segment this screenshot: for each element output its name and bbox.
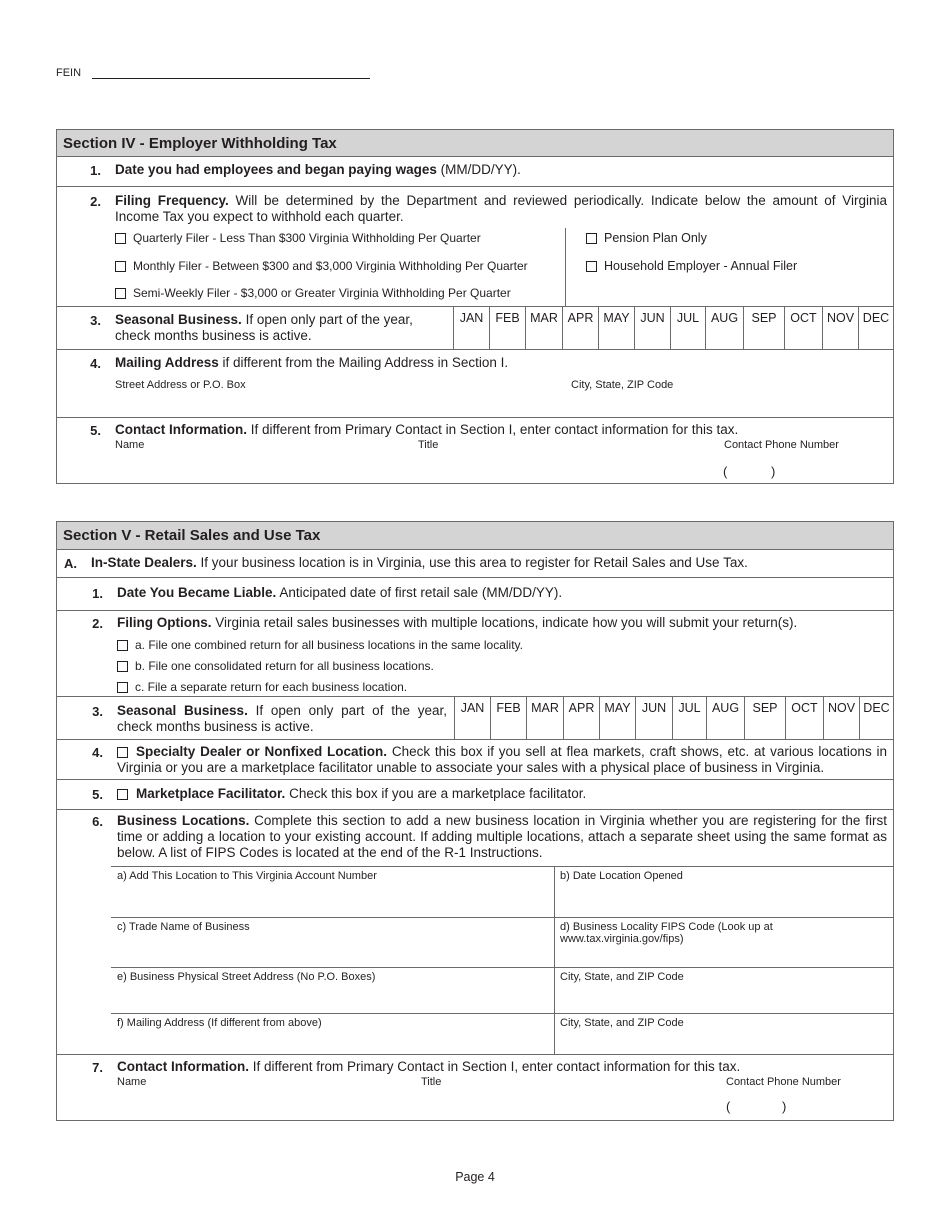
phone-paren-close: )	[771, 464, 776, 479]
month-jan[interactable]: JAN	[454, 697, 490, 739]
street-address-label: Street Address or P.O. Box	[115, 379, 246, 391]
month-oct[interactable]: OCT	[784, 307, 822, 349]
s4-item-2-number: 2.	[90, 194, 101, 209]
s5-item-7[interactable]	[57, 1055, 893, 1117]
account-number-field[interactable]: a) Add This Location to This Virginia Account Number	[117, 870, 377, 882]
month-jun[interactable]: JUN	[634, 307, 670, 349]
mailing-address-field[interactable]: f) Mailing Address (If different from above)	[117, 1017, 322, 1029]
month-feb[interactable]: FEB	[490, 697, 526, 739]
s5-item-3-heading: Seasonal Business.	[117, 703, 248, 718]
marketplace-facilitator-checkbox[interactable]	[117, 789, 128, 800]
s5-item-6-text: Complete this section to add a new business location in Virginia whether you are registering for the first time or adding a location to your existing account. If adding multiple locations, attach a separate sheet using the same format as below. A list of FIPS Codes is located at the end of the R-1 Instructions.	[117, 813, 887, 860]
checkbox-icon[interactable]	[586, 261, 597, 272]
s4-item-4-number: 4.	[90, 356, 101, 371]
s5-item-a-text: If your business location is in Virginia, use this area to register for Retail Sales and Use Tax.	[196, 555, 748, 570]
month-mar[interactable]: MAR	[525, 307, 562, 349]
consolidated-return-checkbox[interactable]	[117, 659, 434, 673]
mailing-city-field[interactable]: City, State, and ZIP Code	[560, 1017, 684, 1029]
month-nov[interactable]: NOV	[822, 307, 858, 349]
month-may[interactable]: MAY	[599, 697, 635, 739]
month-jun[interactable]: JUN	[635, 697, 672, 739]
option-label: b. File one consolidated return for all business locations.	[135, 659, 434, 673]
s4-item-1-text: (MM/DD/YY).	[436, 162, 521, 177]
checkbox-icon[interactable]	[117, 661, 128, 672]
month-mar[interactable]: MAR	[526, 697, 563, 739]
s4-item-4-text: if different from the Mailing Address in Section I.	[218, 355, 509, 370]
s4-item-5-heading: Contact Information.	[115, 422, 247, 437]
contact-phone-label: Contact Phone Number	[724, 439, 839, 451]
month-may[interactable]: MAY	[598, 307, 634, 349]
s5-item-3-text: If open only part of the year, check months business is active.	[117, 703, 447, 734]
checkbox-icon[interactable]	[117, 640, 128, 651]
s5-item-a-number: A.	[64, 556, 77, 571]
s5-item-7-text: If different from Primary Contact in Section I, enter contact information for this tax.	[249, 1059, 741, 1074]
s4-item-5-number: 5.	[90, 423, 101, 438]
s5-item-5	[57, 780, 893, 810]
option-label: Household Employer - Annual Filer	[604, 259, 798, 273]
s4-item-3-text: If open only part of the year, check months business is active.	[115, 312, 413, 343]
fein-input-line[interactable]	[92, 78, 370, 79]
option-label: Semi-Weekly Filer - $3,000 or Greater Virginia Withholding Per Quarter	[133, 286, 511, 300]
phone-paren-open: (	[726, 1099, 731, 1114]
s5-item-2-heading: Filing Options.	[117, 615, 212, 630]
specialty-dealer-checkbox[interactable]	[117, 747, 128, 758]
month-jul[interactable]: JUL	[670, 307, 705, 349]
contact-title-label: Title	[418, 439, 439, 451]
monthly-filer-checkbox[interactable]	[115, 259, 528, 273]
month-jan[interactable]: JAN	[453, 307, 489, 349]
separate-return-checkbox[interactable]	[117, 680, 407, 694]
month-aug[interactable]: AUG	[705, 307, 743, 349]
s5-item-4	[57, 740, 893, 780]
checkbox-icon[interactable]	[117, 682, 128, 693]
s5-item-5-heading: Marketplace Facilitator.	[136, 786, 286, 801]
section-iv	[56, 129, 894, 484]
s5-item-2-number: 2.	[92, 616, 103, 631]
option-label: c. File a separate return for each business location.	[135, 680, 408, 694]
s5-item-1[interactable]	[57, 578, 893, 611]
month-oct[interactable]: OCT	[785, 697, 823, 739]
checkbox-icon[interactable]	[115, 288, 126, 299]
s5-item-1-text: Anticipated date of first retail sale (MM/DD/YY).	[276, 585, 563, 600]
s5-item-5-number: 5.	[92, 787, 103, 802]
combined-return-checkbox[interactable]	[117, 638, 523, 652]
fips-code-field[interactable]: d) Business Locality FIPS Code (Look up at www.tax.virginia.gov/fips)	[560, 921, 773, 945]
s4-item-1-heading: Date you had employees and began paying wages	[115, 162, 437, 177]
month-nov[interactable]: NOV	[823, 697, 859, 739]
s5-item-a-heading: In-State Dealers.	[91, 555, 197, 570]
date-opened-field[interactable]: b) Date Location Opened	[560, 870, 683, 882]
s5-item-7-number: 7.	[92, 1060, 103, 1075]
checkbox-icon[interactable]	[586, 233, 597, 244]
fein-label: FEIN	[56, 67, 82, 79]
s5-item-3	[57, 697, 893, 740]
trade-name-field[interactable]: c) Trade Name of Business	[117, 921, 250, 933]
s5-item-4-heading: Specialty Dealer or Nonfixed Location.	[136, 744, 388, 759]
option-label: Quarterly Filer - Less Than $300 Virginia Withholding Per Quarter	[133, 231, 481, 245]
s5-item-6-number: 6.	[92, 814, 103, 829]
page-number: Page 4	[455, 1170, 495, 1184]
s4-item-3	[57, 307, 893, 350]
pension-plan-checkbox[interactable]	[586, 231, 707, 245]
s5-item-6-heading: Business Locations.	[117, 813, 250, 828]
s4-item-5[interactable]	[57, 418, 893, 482]
month-dec[interactable]: DEC	[858, 307, 893, 349]
option-label: a. File one combined return for all business locations in the same locality.	[135, 638, 523, 652]
s4-item-1[interactable]	[57, 157, 893, 187]
month-aug[interactable]: AUG	[706, 697, 744, 739]
s5-item-5-text: Check this box if you are a marketplace facilitator.	[285, 786, 587, 801]
s5-item-4-text: Check this box if you sell at flea markets, craft shows, etc. at various locations in Virginia or you are a marketplace facilitator unable to associate your sales with a physical place of business in Virginia.	[117, 744, 887, 775]
phone-paren-close: )	[782, 1099, 787, 1114]
s5-item-6	[57, 810, 893, 1055]
s5-item-3-number: 3.	[92, 704, 103, 719]
s5-item-4-number: 4.	[92, 745, 103, 760]
month-sep[interactable]: SEP	[744, 697, 785, 739]
semi-weekly-filer-checkbox[interactable]	[115, 286, 511, 300]
section-iv-title: Section IV - Employer Withholding Tax	[57, 130, 893, 157]
checkbox-icon[interactable]	[115, 261, 126, 272]
s4-item-3-heading: Seasonal Business.	[115, 312, 242, 327]
month-sep[interactable]: SEP	[743, 307, 784, 349]
section-v-title: Section V - Retail Sales and Use Tax	[57, 522, 893, 550]
month-apr[interactable]: APR	[563, 697, 599, 739]
s5-item-7-heading: Contact Information.	[117, 1059, 249, 1074]
s5-item-2-text: Virginia retail sales businesses with multiple locations, indicate how you will submit your return(s).	[211, 615, 798, 630]
s5-item-1-heading: Date You Became Liable.	[117, 585, 277, 600]
contact-title-label: Title	[421, 1076, 442, 1088]
physical-city-field[interactable]: City, State, and ZIP Code	[560, 971, 684, 983]
s4-item-3-number: 3.	[90, 313, 101, 328]
s4-item-5-text: If different from Primary Contact in Section I, enter contact information for this tax.	[247, 422, 739, 437]
checkbox-icon[interactable]	[115, 233, 126, 244]
contact-phone-label: Contact Phone Number	[726, 1076, 841, 1088]
s4-item-2	[57, 187, 893, 307]
city-state-zip-label: City, State, ZIP Code	[571, 379, 674, 391]
contact-name-label: Name	[115, 439, 145, 451]
section-v	[56, 521, 894, 1121]
s5-item-a	[57, 550, 893, 578]
month-jul[interactable]: JUL	[672, 697, 706, 739]
option-label: Monthly Filer - Between $300 and $3,000 Virginia Withholding Per Quarter	[133, 259, 528, 273]
contact-name-label: Name	[117, 1076, 147, 1088]
option-label: Pension Plan Only	[604, 231, 707, 245]
phone-paren-open: (	[723, 464, 728, 479]
household-employer-checkbox[interactable]	[586, 259, 797, 273]
s4-item-2-heading: Filing Frequency.	[115, 193, 229, 208]
month-feb[interactable]: FEB	[489, 307, 525, 349]
month-dec[interactable]: DEC	[859, 697, 893, 739]
s4-item-4-heading: Mailing Address	[115, 355, 219, 370]
s5-item-2	[57, 611, 893, 697]
s4-item-4[interactable]	[57, 350, 893, 418]
s5-item-1-number: 1.	[92, 586, 103, 601]
s4-item-2-text: Will be determined by the Department and reviewed periodically. Indicate below the amount of Virginia Income Tax you expect to withhold each quarter.	[115, 193, 887, 224]
s4-item-1-number: 1.	[90, 163, 101, 178]
quarterly-filer-checkbox[interactable]	[115, 231, 481, 245]
physical-address-field[interactable]: e) Business Physical Street Address (No P.O. Boxes)	[117, 971, 376, 983]
month-apr[interactable]: APR	[562, 307, 598, 349]
